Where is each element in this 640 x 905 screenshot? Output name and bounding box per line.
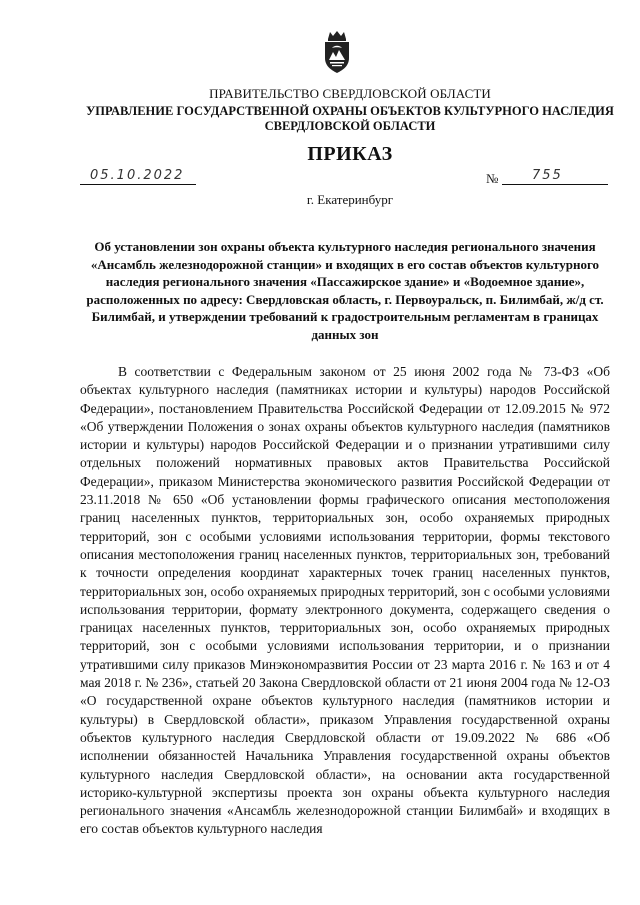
order-title: ПРИКАЗ — [307, 143, 393, 165]
city: г. Екатеринбург — [306, 192, 394, 207]
order-number-field — [502, 166, 608, 185]
sverdlovsk-coat-of-arms-icon — [322, 30, 352, 74]
government-name: ПРАВИТЕЛЬСТВО СВЕРДЛОВСКОЙ ОБЛАСТИ — [209, 86, 491, 101]
order-date-field — [80, 166, 196, 185]
body-paragraph: В соответствии с Федеральным законом от 25 июня 2002 года № 73-ФЗ «Об объектах культурного наследия (памятниках истории и культуры) народов Российской Федерации», постановлением Правительства Российской Федерации от 12.09.2015 № 972 «Об утверждении Положения о зонах охраны объектов культурного наследия (памятников истории и культуры) народов Российской Федерации и о признании утратившими силу отдельных положений нормативных правовых актов Правительства Российской Федерации», приказом Министерства экономического развития Российской Федерации от 23.11.2018 № 650 «Об установлении формы графического описания местоположения границ населенных пунктов, территориальных зон, особо охраняемых природных территорий, зон с особыми условиями использования территории, формы текстового описания местоположения границ населенных пунктов, территориальных зон, требований к точности определения координат характерных точек границ населенных пунктов, территориальных зон, особо охраняемых природных территорий, зон с особыми условиями использования территории, формату электронного документа, содержащего сведения о границах населенных пунктов, территориальных зон, особо охраняемых природных территорий, зон с особыми условиями использования территории, и о признании утратившими силу приказов Минэкономразвития России от 23 марта 2016 г. № 163 и от 4 мая 2018 г. № 236», статьей 20 Закона Свердловской области от 21 июня 2004 года № 12-ОЗ «О государственной охране объектов культурного наследия (памятников истории и культуры) в Свердловской области», приказом Управления государственной охраны объектов культурного наследия Свердловской области от 19.09.2022 № 686 «Об исполнении обязанностей Начальника Управления государственной охраны объектов культурного наследия Свердловской области», на основании акта государственной историко-культурной экспертизы проекта зон охраны объекта культурного наследия регионального значения «Ансамбль железнодорожной станции Билимбай» и входящих в его состав объектов культурного наследия — [80, 364, 610, 837]
order-number: 755 — [532, 168, 563, 183]
department-name: УПРАВЛЕНИЕ ГОСУДАРСТВЕННОЙ ОХРАНЫ ОБЪЕКТОВ КУЛЬТУРНОГО НАСЛЕДИЯ СВЕРДЛОВСКОЙ ОБЛАСТИ — [86, 104, 614, 133]
number-sign: № — [486, 171, 499, 186]
order-body — [80, 363, 610, 839]
order-date: 05.10.2022 — [90, 168, 185, 183]
order-subject: Об установлении зон охраны объекта культурного наследия регионального значения «Ансамбль железнодорожной станции» и входящих в его состав объектов культурного наследия регионального значения «Пассажирское здание» и «Водоемное здание», расположенных по адресу: Свердловская область, г. Первоуральск, п. Билимбай, ж/д ст. Билимбай, и утверждении требований к градостроительным регламентам в границах данных зон — [86, 239, 604, 342]
